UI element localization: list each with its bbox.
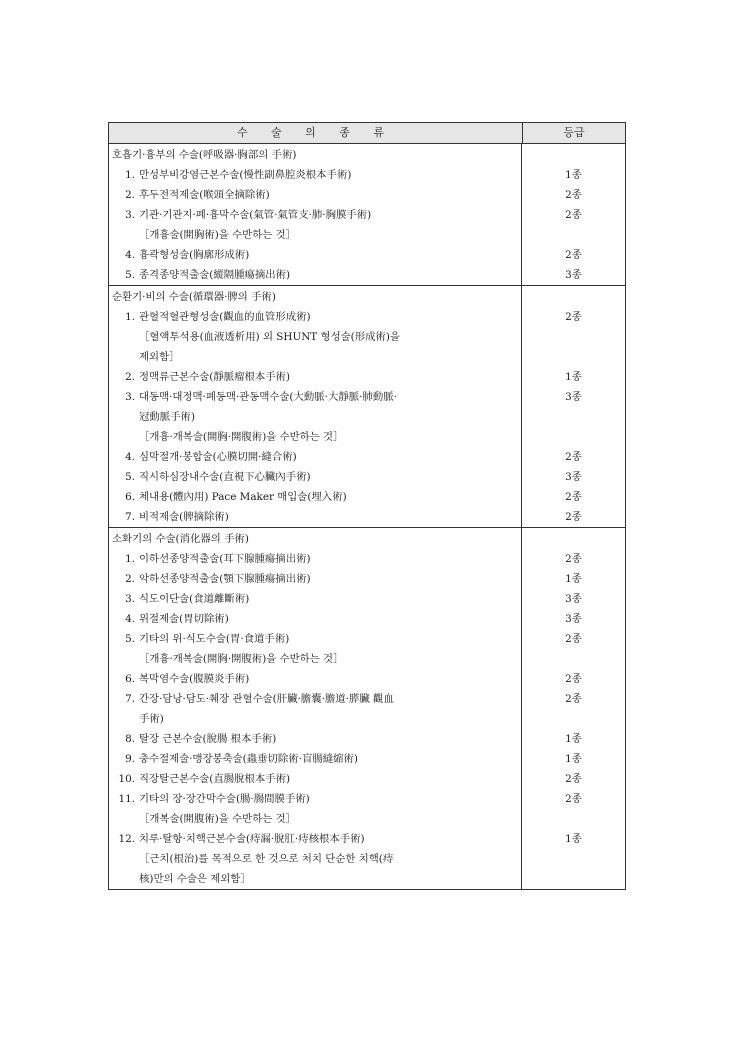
section-title: 호흡기·흉부의 수술(呼吸器·胸部의 手術): [112, 149, 297, 161]
item-number: 1.: [125, 553, 135, 565]
item-note: ［혈액투석용(血液透析用) 외 SHUNT 형성술(形成術)을: [139, 331, 400, 343]
item-number: 10.: [118, 773, 135, 785]
surgery-item: [109, 265, 521, 285]
section-block: [109, 528, 625, 889]
item-text: 기타의 위·식도수술(胃·食道手術): [139, 633, 290, 645]
surgery-item: [109, 569, 521, 589]
item-number: 6.: [125, 673, 135, 685]
surgery-item: [109, 387, 521, 407]
grade-spacer: [522, 849, 625, 869]
grade-value: 1종: [565, 833, 582, 845]
surgery-item: [109, 609, 521, 629]
item-text: 복막염수술(腹膜炎手術): [139, 673, 250, 685]
grade-spacer: [522, 225, 625, 245]
grade-value: 2종: [565, 793, 582, 805]
surgery-item: [109, 507, 521, 527]
item-number: 3.: [125, 209, 135, 221]
item-number: 7.: [125, 693, 135, 705]
table-body: [109, 144, 625, 889]
grade-value: 2종: [565, 693, 582, 705]
item-number: 5.: [125, 633, 135, 645]
surgery-item: [109, 589, 521, 609]
item-number: 4.: [125, 613, 135, 625]
grade-spacer: [522, 427, 625, 447]
grade-value: 1종: [565, 753, 582, 765]
item-number: 12.: [118, 833, 135, 845]
grade-spacer: [522, 649, 625, 669]
section-block: [109, 144, 625, 286]
surgery-classification-table: [108, 122, 626, 890]
grade-value: 2종: [565, 209, 582, 221]
item-number: 8.: [125, 733, 135, 745]
surgery-item: [109, 769, 521, 789]
section-title: 소화기의 수술(消化器의 手術): [112, 533, 249, 545]
surgery-item: [109, 629, 521, 649]
grade-spacer: [522, 407, 625, 427]
grade-value: 3종: [565, 593, 582, 605]
surgery-item: [109, 307, 521, 327]
item-note: 核)만의 수술은 제외함］: [139, 873, 251, 885]
grade-value: 3종: [565, 391, 582, 403]
surgery-item: [109, 789, 521, 809]
item-text: 만성부비강염근본수술(慢性副鼻腔炎根本手術): [139, 169, 352, 181]
surgery-item: [109, 185, 521, 205]
grade-value: 3종: [565, 471, 582, 483]
item-text: 탈장 근본수술(脫腸 根本手術): [139, 733, 277, 745]
surgery-item: [109, 205, 521, 225]
item-number: 6.: [125, 491, 135, 503]
item-number: 5.: [125, 471, 135, 483]
grade-value: 2종: [565, 451, 582, 463]
header-surgery-type: 수 술 의 종 류: [109, 123, 523, 143]
section-name-column: [109, 144, 522, 285]
item-number: 4.: [125, 249, 135, 261]
item-number: 4.: [125, 451, 135, 463]
item-note: 手術): [139, 713, 164, 725]
table-header: [109, 123, 625, 144]
item-text: 후두전적제술(喉頭全摘除術): [139, 189, 270, 201]
item-number: 11.: [118, 793, 135, 805]
item-text: 식도이단술(食道離斷術): [139, 593, 250, 605]
item-text: 체내용(體內用) Pace Maker 매입술(埋入術): [139, 491, 347, 503]
item-number: 2.: [125, 371, 135, 383]
item-text: 충수절제술·맹장봉축술(蟲垂切除術·盲腸縫縮術): [139, 753, 358, 765]
section-grade-column: [522, 144, 625, 285]
grade-value: 1종: [565, 573, 582, 585]
grade-value: 1종: [565, 169, 582, 181]
grade-spacer: [522, 347, 625, 367]
item-number: 1.: [125, 169, 135, 181]
item-text: 대동맥·대정맥·폐동맥·관동맥수술(大動脈·大靜脈·肺動脈·: [139, 391, 397, 403]
grade-value: 2종: [565, 311, 582, 323]
grade-spacer: [522, 145, 625, 165]
grade-value: 2종: [565, 673, 582, 685]
surgery-item: [109, 749, 521, 769]
grade-value: 2종: [565, 773, 582, 785]
item-text: 정맥류근본수술(靜脈瘤根本手術): [139, 371, 291, 383]
grade-spacer: [522, 529, 625, 549]
item-text: 직장탈근본수술(直腸脫根本手術): [139, 773, 291, 785]
item-text: 이하선종양적출술(耳下腺腫瘍摘出術): [139, 553, 311, 565]
grade-value: 1종: [565, 371, 582, 383]
item-note: ［개흉·개복술(開胸·開腹術)을 수반하는 것］: [139, 653, 344, 665]
grade-value: 3종: [565, 613, 582, 625]
item-text: 심막절개·봉합술(心膜切開·縫合術): [139, 451, 297, 463]
surgery-item: [109, 669, 521, 689]
item-number: 5.: [125, 269, 135, 281]
grade-value: 2종: [565, 553, 582, 565]
section-title: 순환기·비의 수술(循環器·脾의 手術): [112, 291, 276, 303]
grade-spacer: [522, 287, 625, 307]
item-number: 3.: [125, 391, 135, 403]
item-text: 비적제술(脾摘除術): [139, 511, 229, 523]
item-text: 치루·탈항·치핵근본수술(痔漏·脫肛·痔核根本手術): [139, 833, 365, 845]
section-grade-column: [522, 286, 625, 527]
grade-spacer: [522, 809, 625, 829]
section-name-column: [109, 286, 522, 527]
surgery-item: [109, 549, 521, 569]
section-block: [109, 286, 625, 528]
item-text: 위절제술(胃切除術): [139, 613, 229, 625]
surgery-item: [109, 829, 521, 849]
item-note: 冠動脈手術): [139, 411, 196, 423]
item-note: ［개흉술(開胸術)을 수반하는 것］: [139, 229, 297, 241]
item-note: ［근치(根治)를 목적으로 한 것으로 처치 단순한 치핵(痔: [139, 853, 394, 865]
grade-spacer: [522, 709, 625, 729]
grade-value: 2종: [565, 491, 582, 503]
grade-spacer: [522, 327, 625, 347]
item-text: 간장·담낭·담도·췌장 관혈수술(肝臟·膽囊·膽道·膵臟 觀血: [139, 693, 394, 705]
item-note: 제외함］: [139, 351, 180, 363]
surgery-item: [109, 689, 521, 709]
grade-value: 2종: [565, 511, 582, 523]
surgery-item: [109, 447, 521, 467]
section-grade-column: [522, 528, 625, 889]
grade-value: 2종: [565, 189, 582, 201]
surgery-item: [109, 729, 521, 749]
surgery-item: [109, 367, 521, 387]
item-note: ［개복술(開腹術)을 수반하는 것］: [139, 813, 297, 825]
item-text: 관혈적혈관형성술(觀血的血管形成術): [139, 311, 311, 323]
item-text: 종격종양적출술(縱隔腫瘍摘出術): [139, 269, 291, 281]
surgery-item: [109, 165, 521, 185]
item-text: 직시하심장내수술(直視下心臟內手術): [139, 471, 311, 483]
header-grade: 등급: [563, 126, 585, 139]
grade-value: 2종: [565, 249, 582, 261]
item-text: 기타의 장·장간막수술(腸·腸間膜手術): [139, 793, 310, 805]
item-number: 1.: [125, 311, 135, 323]
section-name-column: [109, 528, 522, 889]
item-number: 2.: [125, 573, 135, 585]
item-text: 기관·기관지·폐·흉막수술(氣管·氣管支·肺·胸膜手術): [139, 209, 372, 221]
item-number: 9.: [125, 753, 135, 765]
surgery-item: [109, 487, 521, 507]
grade-value: 1종: [565, 733, 582, 745]
item-text: 흉곽형성술(胸廓形成術): [139, 249, 250, 261]
item-number: 2.: [125, 189, 135, 201]
item-number: 3.: [125, 593, 135, 605]
surgery-item: [109, 245, 521, 265]
grade-value: 2종: [565, 633, 582, 645]
item-number: 7.: [125, 511, 135, 523]
surgery-item: [109, 467, 521, 487]
grade-spacer: [522, 869, 625, 889]
item-text: 악하선종양적출술(顎下腺腫瘍摘出術): [139, 573, 311, 585]
item-note: ［개흉·개복술(開胸·開腹術)을 수반하는 것］: [139, 431, 344, 443]
grade-value: 3종: [565, 269, 582, 281]
